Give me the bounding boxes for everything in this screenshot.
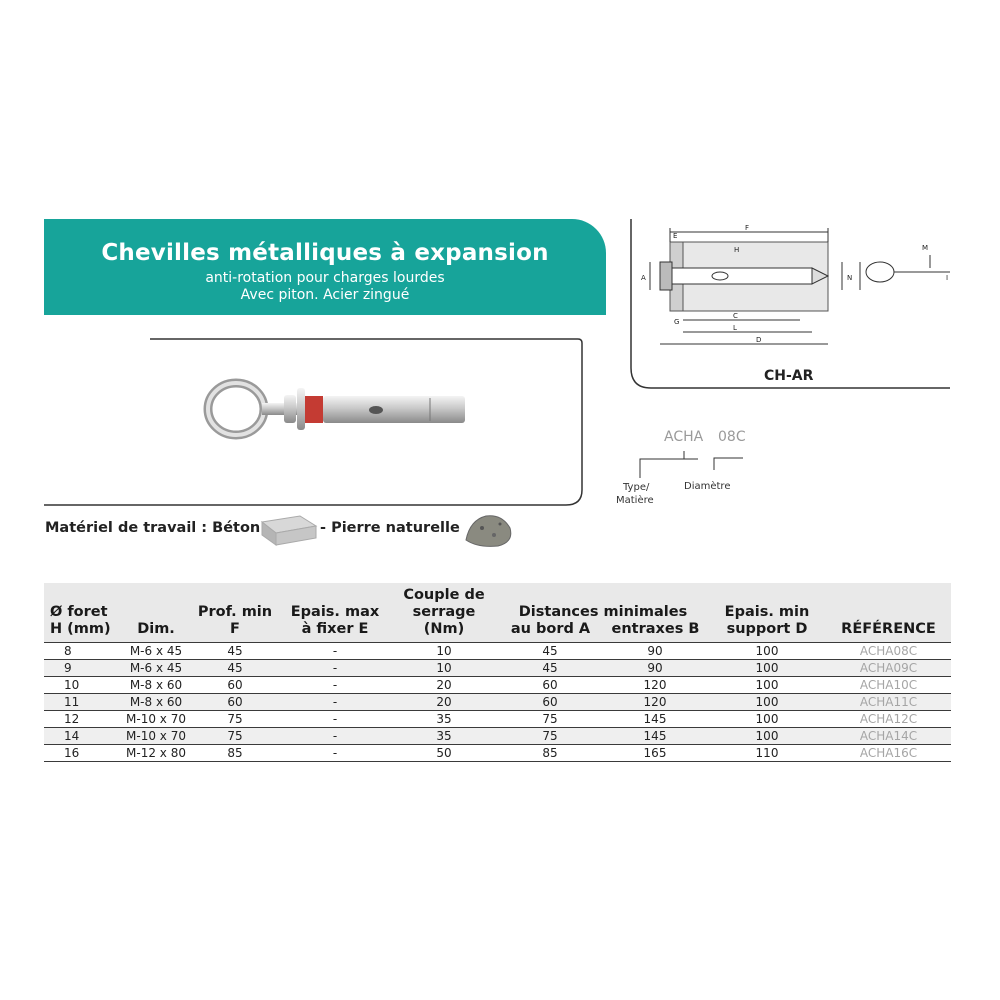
dim-label-e: E <box>673 232 678 240</box>
dim-label-i: I <box>946 274 949 282</box>
dim-label-f: F <box>745 224 750 232</box>
header-dim: Dim. <box>122 583 190 643</box>
dim-label-c: C <box>733 312 738 320</box>
table-row: 16 M-12 x 80 85 - 50 85 165 110 ACHA16C <box>44 745 951 762</box>
code-suffix-label: Diamètre <box>684 481 731 492</box>
reference-code-legend <box>616 429 746 506</box>
dim-label-g: G <box>674 318 680 326</box>
code-prefix-label-1: Type/ <box>623 482 650 493</box>
concrete-block-icon <box>262 516 316 545</box>
table-row: 9 M-6 x 45 45 - 10 45 90 100 ACHA09C <box>44 660 951 677</box>
header-support: Epais. min support D <box>708 583 826 643</box>
header-bord: au bord A <box>510 621 591 637</box>
page-title: Chevilles métalliques à expansion <box>101 240 549 266</box>
natural-stone-icon <box>466 516 511 547</box>
header-epais: Epais. max à fixer E <box>280 583 390 643</box>
table-row: 8 M-6 x 45 45 - 10 45 90 100 ACHA08C <box>44 643 951 660</box>
header-distances: Distances minimales au bord A entraxes B <box>498 583 708 643</box>
header-couple: Couple de serrage (Nm) <box>390 583 498 643</box>
code-suffix: 08C <box>718 429 746 445</box>
dim-label-d: D <box>756 336 762 344</box>
header-reference: RÉFÉRENCE <box>826 583 951 643</box>
subtitle-line-2: Avec piton. Acier zingué <box>240 287 410 303</box>
material-label-stone: - Pierre naturelle <box>320 520 460 536</box>
header-foret: Ø foret H (mm) <box>44 583 122 643</box>
dim-label-h: H <box>734 246 740 254</box>
table-row: 10 M-8 x 60 60 - 20 60 120 100 ACHA10C <box>44 677 951 694</box>
table-header-row <box>44 583 951 643</box>
subtitle-line-1: anti-rotation pour charges lourdes <box>205 270 445 286</box>
dim-label-l: L <box>733 324 737 332</box>
dim-label-a: A <box>641 274 646 282</box>
table-row: 12 M-10 x 70 75 - 35 75 145 100 ACHA12C <box>44 711 951 728</box>
diagram-caption: CH-AR <box>764 368 814 384</box>
technical-drawing <box>650 228 950 344</box>
material-label: Matériel de travail : Béton <box>45 520 261 536</box>
table-row: 11 M-8 x 60 60 - 20 60 120 100 ACHA11C <box>44 694 951 711</box>
anchor-product-image <box>208 383 465 435</box>
specification-table <box>44 583 951 762</box>
dim-label-n: N <box>847 274 853 282</box>
dim-label-m: M <box>922 244 929 252</box>
header-prof: Prof. min F <box>190 583 280 643</box>
table-row: 14 M-10 x 70 75 - 35 75 145 100 ACHA14C <box>44 728 951 745</box>
code-prefix: ACHA <box>664 429 704 445</box>
code-prefix-label-2: Matière <box>616 495 654 506</box>
header-entraxes: entraxes B <box>611 621 700 637</box>
